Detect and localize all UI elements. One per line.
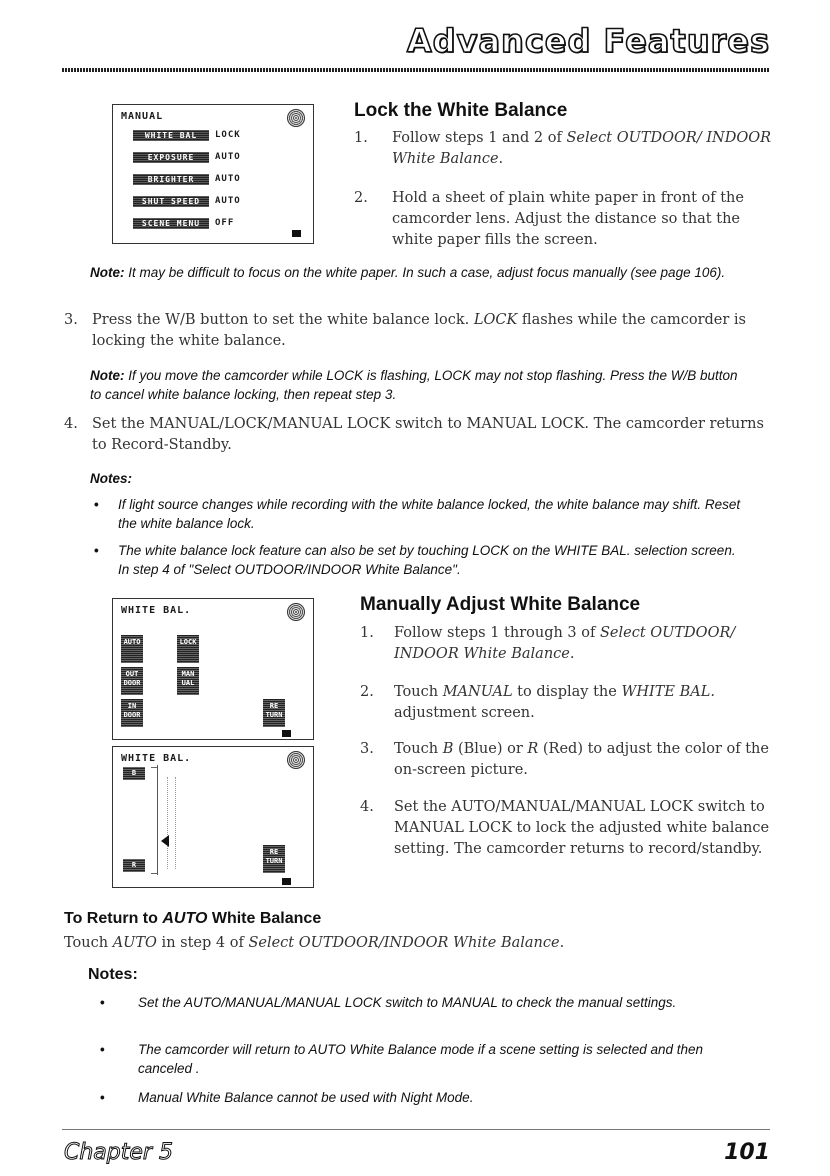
step-number: 4.	[64, 416, 78, 432]
menu-value: AUTO	[215, 152, 241, 162]
step-number: 2.	[360, 684, 374, 700]
menu-row	[133, 151, 241, 163]
scale-tick	[151, 873, 157, 874]
section-heading-return: To Return to AUTO White Balance	[64, 910, 322, 927]
note-lock-flashing: Note: If you move the camcorder while LOCK is flashing, LOCK may not stop flashing. Press the W/B button to cancel white balance locking, then repeat step 3.	[90, 368, 738, 402]
lcd-manual-menu	[112, 104, 314, 244]
menu-chip: SHUT SPEED	[133, 196, 209, 207]
tile-red: R	[123, 859, 145, 872]
menu-row	[133, 129, 241, 141]
scale-pointer-icon	[161, 835, 169, 847]
step-number: 1.	[360, 625, 374, 641]
step-text: Follow steps 1 through 3 of Select OUTDOOR/ INDOOR White Balance.	[394, 625, 736, 662]
footer-rule	[62, 1129, 770, 1130]
tile-manual: MAN UAL	[177, 667, 199, 695]
step-text: Set the MANUAL/LOCK/MANUAL LOCK switch to MANUAL LOCK. The camcorder returns to Record-Standby.	[92, 416, 764, 453]
step-text: Touch MANUAL to display the WHITE BAL. adjustment screen.	[394, 684, 715, 721]
menu-value: AUTO	[215, 174, 241, 184]
menu-value: OFF	[215, 218, 235, 228]
step-text: Touch B (Blue) or R (Red) to adjust the color of the on-screen picture.	[394, 741, 769, 778]
step-number: 3.	[64, 312, 78, 328]
menu-chip: SCENE MENU	[133, 218, 209, 229]
manual-step-2	[360, 682, 770, 724]
battery-icon	[282, 878, 291, 885]
menu-value: AUTO	[215, 196, 241, 206]
menu-chip: EXPOSURE	[133, 152, 209, 163]
tile-outdoor: OUT DOOR	[121, 667, 143, 695]
menu-value: LOCK	[215, 130, 241, 140]
return-note-bullet: • Manual White Balance cannot be used with Night Mode.	[100, 1090, 474, 1105]
tile-return: RE TURN	[263, 699, 285, 727]
manual-step-3	[360, 739, 770, 781]
section-heading-manual: Manually Adjust White Balance	[360, 594, 641, 615]
lock-step-1	[354, 128, 774, 170]
header-rule	[62, 68, 770, 72]
gear-icon	[287, 603, 305, 621]
step-number: 1.	[354, 130, 368, 146]
lcd-title: MANUAL	[121, 111, 164, 122]
tile-return: RE TURN	[263, 845, 285, 873]
battery-icon	[292, 230, 301, 237]
lcd-title: WHITE BAL.	[121, 605, 192, 616]
tile-blue: B	[123, 767, 145, 780]
scale-tick	[151, 767, 157, 768]
menu-chip: BRIGHTER	[133, 174, 209, 185]
menu-row	[133, 173, 241, 185]
note-focus: Note: It may be difficult to focus on the white paper. In such a case, adjust focus manually (see page 106).	[90, 265, 726, 280]
notes-label: Notes:	[90, 471, 133, 486]
tile-lock: LOCK	[177, 635, 199, 663]
page-number: 101	[724, 1140, 770, 1165]
lock-note-bullet: • If light source changes while recording with the white balance locked, the white balance may shift. Reset the white balance lock.	[94, 497, 741, 531]
step-number: 4.	[360, 799, 374, 815]
lock-note-bullet: • The white balance lock feature can also be set by touching LOCK on the WHITE BAL. selection screen. In step 4 of "Select OUTDOOR/INDOOR White Balance".	[94, 543, 736, 577]
tile-indoor: IN DOOR	[121, 699, 143, 727]
lock-step-4	[64, 414, 770, 456]
tile-auto: AUTO	[121, 635, 143, 663]
lcd-white-bal-adjust	[112, 746, 314, 888]
menu-row	[133, 217, 234, 229]
lock-step-3	[64, 310, 770, 352]
return-instruction: Touch AUTO in step 4 of Select OUTDOOR/INDOOR White Balance.	[64, 935, 565, 951]
page-header-title: Advanced Features	[406, 22, 770, 60]
lcd-title: WHITE BAL.	[121, 753, 192, 764]
step-text: Set the AUTO/MANUAL/MANUAL LOCK switch to MANUAL LOCK to lock the adjusted white balance setting. The camcorder returns to record/standby.	[394, 799, 770, 857]
return-notes-label: Notes:	[88, 966, 138, 983]
step-number: 2.	[354, 190, 368, 206]
chapter-label: Chapter 5	[64, 1140, 173, 1165]
return-note-bullet: • Set the AUTO/MANUAL/MANUAL LOCK switch to MANUAL to check the manual settings.	[100, 995, 677, 1010]
menu-row	[133, 195, 241, 207]
scale-dots	[167, 777, 168, 869]
lcd-white-bal-select	[112, 598, 314, 740]
return-note-bullet: • The camcorder will return to AUTO White Balance mode if a scene setting is selected and then canceled .	[100, 1042, 704, 1076]
step-text: Follow steps 1 and 2 of Select OUTDOOR/ INDOOR White Balance.	[392, 130, 772, 167]
scale-dots	[175, 777, 176, 869]
step-text: Hold a sheet of plain white paper in front of the camcorder lens. Adjust the distance so that the white paper fills the screen.	[392, 190, 744, 248]
manual-step-4	[360, 797, 770, 860]
section-heading-lock: Lock the White Balance	[354, 100, 568, 121]
gear-icon	[287, 109, 305, 127]
gear-icon	[287, 751, 305, 769]
battery-icon	[282, 730, 291, 737]
menu-chip: WHITE BAL	[133, 130, 209, 141]
step-text: Press the W/B button to set the white balance lock. LOCK flashes while the camcorder is locking the white balance.	[92, 312, 746, 349]
manual-step-1	[360, 623, 770, 665]
lock-step-2	[354, 188, 774, 251]
color-scale	[157, 765, 158, 875]
step-number: 3.	[360, 741, 374, 757]
